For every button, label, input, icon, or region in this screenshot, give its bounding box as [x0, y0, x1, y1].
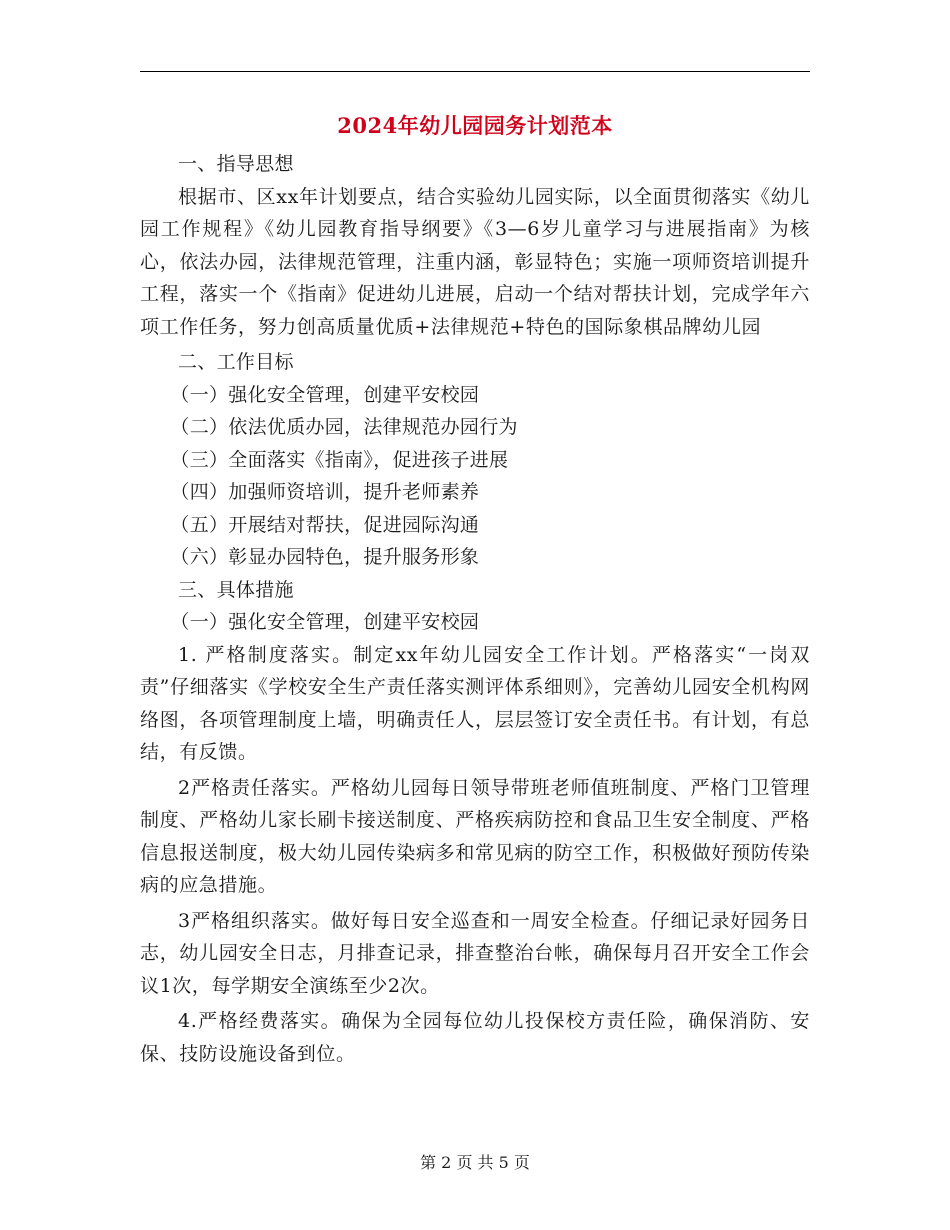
section-heading-3: 三、具体措施: [178, 578, 294, 601]
goal-item-6: （六）彰显办园特色，提升服务形象: [170, 546, 480, 568]
measure-paragraph-3: 3严格组织落实。做好每日安全巡查和一周安全检查。仔细记录好园务日志，幼儿园安全日志，月排查记录，排查整治台帐，确保每月召开安全工作会议1次，每学期安全演练至少2次。: [140, 909, 810, 997]
header-rule: [140, 71, 810, 72]
measure-paragraph-1: 1. 严格制度落实。制定xx年幼儿园安全工作计划。严格落实“一岗双责”仔细落实《学校安全生产责任落实测评体系细则》，完善幼儿园安全机构网络图，各项管理制度上墙，明确责任人，层层签订安全责任书。有计划，有总结，有反馈。: [140, 643, 810, 763]
measure-subheading-1: （一）强化安全管理，创建平安校园: [170, 611, 480, 633]
section-heading-1: 一、指导思想: [178, 153, 294, 175]
document-body: [140, 148, 810, 1073]
goal-item-2: （二）依法优质办园，法律规范办园行为: [170, 416, 518, 438]
goal-item-3: （三）全面落实《指南》，促进孩子进展: [170, 448, 509, 471]
document-title: 2024年幼儿园园务计划范本: [337, 113, 613, 138]
page-number-footer: 第 2 页 共 5 页: [420, 1153, 530, 1172]
goal-item-1: （一）强化安全管理，创建平安校园: [170, 383, 480, 406]
section-heading-2: 二、工作目标: [178, 351, 294, 373]
guiding-ideology-paragraph: 根据市、区xx年计划要点，结合实验幼儿园实际，以全面贯彻落实《幼儿园工作规程》《幼儿园教育指导纲要》《3—6岁儿童学习与进展指南》为核心，依法办园，法律规范管理，注重内涵，彰显特色；实施一项师资培训提升工程，落实一个《指南》促进幼儿进展，启动一个结对帮扶计划，完成学年六项工作任务，努力创高质量优质+法律规范+特色的国际象棋品牌幼儿园: [140, 185, 810, 338]
goal-item-5: （五）开展结对帮扶，促进园际沟通: [170, 513, 480, 536]
goal-item-4: （四）加强师资培训，提升老师素养: [170, 481, 480, 503]
measure-paragraph-2: 2严格责任落实。严格幼儿园每日领导带班老师值班制度、严格门卫管理制度、严格幼儿家长刷卡接送制度、严格疾病防控和食品卫生安全制度、严格信息报送制度，极大幼儿园传染病多和常见病的防空工作，积极做好预防传染病的应急措施。: [140, 776, 810, 896]
measure-paragraph-4: 4.严格经费落实。确保为全园每位幼儿投保校方责任险，确保消防、安保、技防设施设备到位。: [140, 1010, 810, 1065]
